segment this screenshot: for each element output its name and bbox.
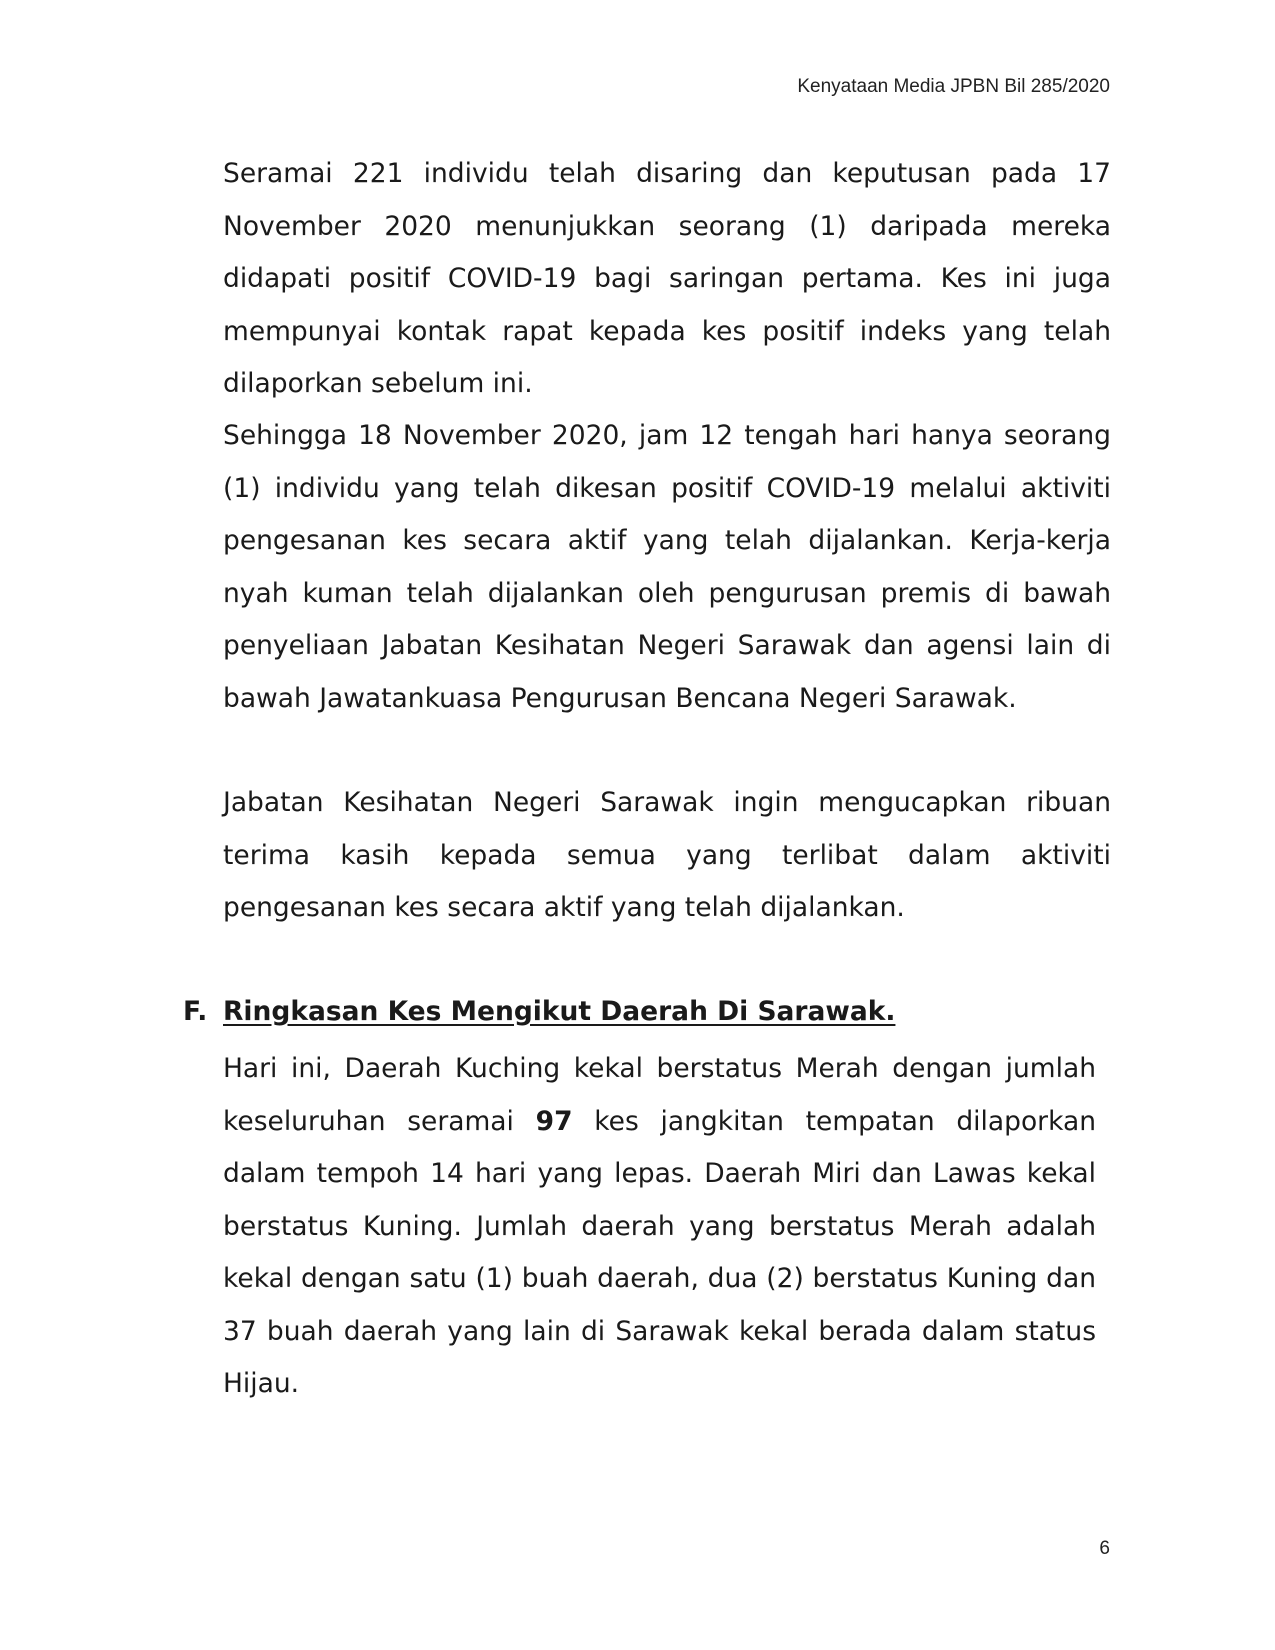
district-summary-text-end: kes jangkitan tempatan dilaporkan dalam tempoh 14 hari yang lepas. Daerah Miri dan Lawas kekal berstatus Kuning. Jumlah daerah yang berstatus Merah adalah kekal dengan satu (1) buah daerah, dua (2) berstatus Kuning dan 37 buah daerah yang lain di Sarawak kekal berada dalam status Hijau. bbox=[223, 1105, 1096, 1399]
page-number: 6 bbox=[1099, 1538, 1110, 1559]
paragraph-active-case-detection: Sehingga 18 November 2020, jam 12 tengah hari hanya seorang (1) individu yang telah dikesan positif COVID-19 melalui aktiviti pengesanan kes secara aktif yang telah dijalankan. Kerja-kerja nyah kuman telah dijalankan oleh pengurusan premis di bawah penyeliaan Jabatan Kesihatan Negeri Sarawak dan agensi lain di bawah Jawatankuasa Pengurusan Bencana Negeri Sarawak. bbox=[223, 420, 1111, 714]
section-letter: F. bbox=[183, 996, 208, 1027]
section-title: Ringkasan Kes Mengikut Daerah Di Sarawak. bbox=[223, 996, 896, 1027]
section-f-heading bbox=[183, 995, 895, 1029]
paragraph-acknowledgement: Jabatan Kesihatan Negeri Sarawak ingin mengucapkan ribuan terima kasih kepada semua yang terlibat dalam aktiviti pengesanan kes secara aktif yang telah dijalankan. bbox=[223, 787, 1111, 923]
document-reference-header: Kenyataan Media JPBN Bil 285/2020 bbox=[797, 76, 1110, 97]
district-summary-text-start: Hari ini, Daerah Kuching kekal berstatus Merah dengan jumlah keseluruhan seramai bbox=[223, 1053, 1096, 1137]
paragraph-screening-results: Seramai 221 individu telah disaring dan keputusan pada 17 November 2020 menunjukkan seorang (1) daripada mereka didapati positif COVID-19 bagi saringan pertama. Kes ini juga mempunyai kontak rapat kepada kes positif indeks yang telah dilaporkan sebelum ini. bbox=[223, 158, 1111, 399]
kuching-case-count: 97 bbox=[535, 1105, 573, 1137]
paragraph-district-summary bbox=[223, 1043, 1096, 1411]
